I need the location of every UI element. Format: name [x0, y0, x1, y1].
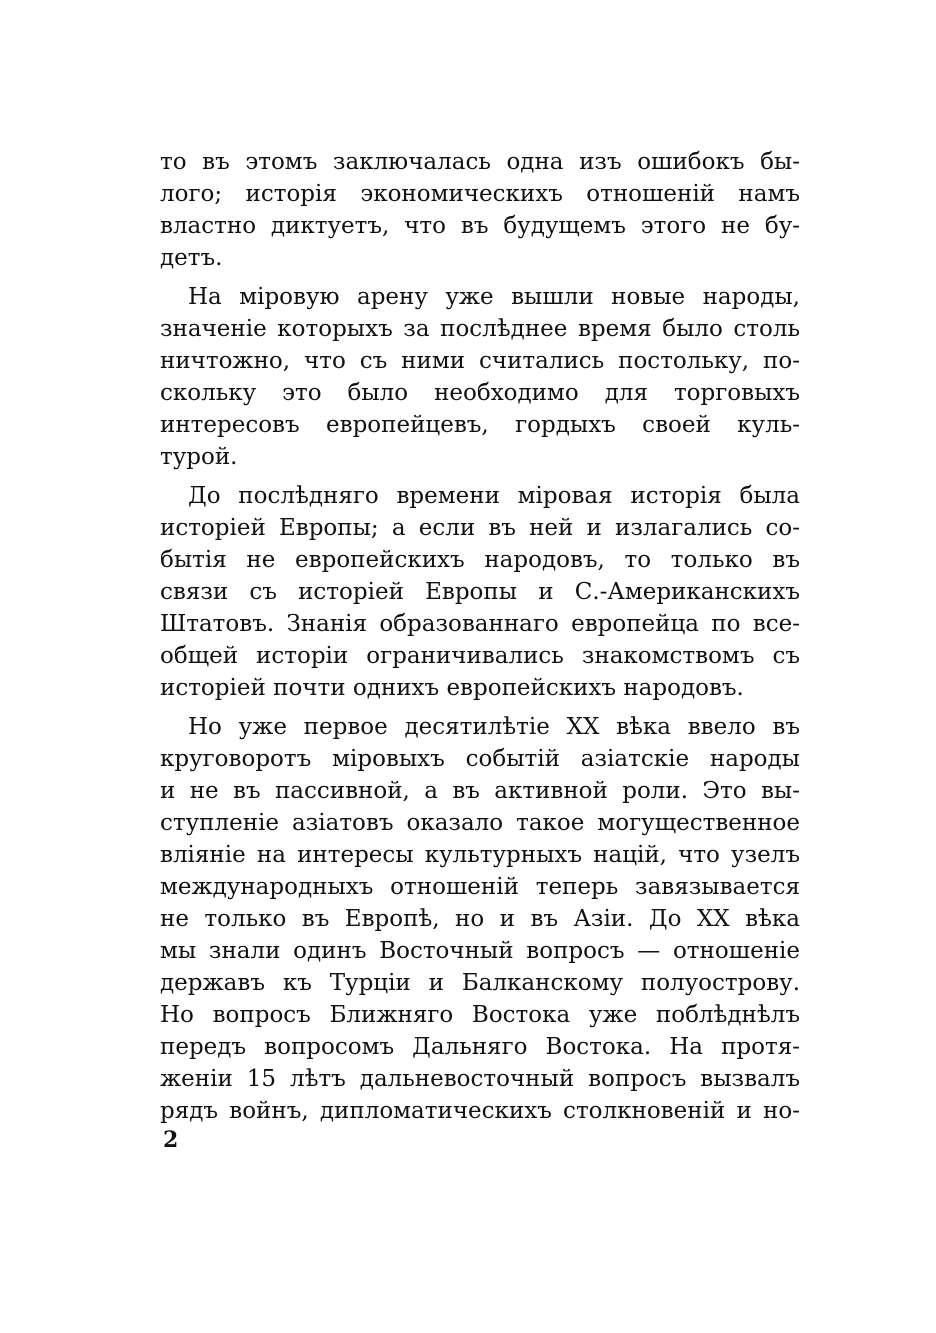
text-line: и не въ пассивной, а въ активной роли. Это вы-	[160, 778, 800, 804]
text-line: ступленіе азіатовъ оказало такое могущественное	[160, 810, 800, 836]
paragraph	[160, 480, 800, 704]
text-line: турой.	[160, 444, 238, 470]
paragraph	[160, 281, 800, 473]
paragraph	[160, 711, 800, 1127]
text-line: скольку это было необходимо для торговыхъ	[160, 380, 800, 406]
text-line: то въ этомъ заключалась одна изъ ошибокъ бы-	[160, 149, 800, 175]
text-line: До послѣдняго времени міровая исторія была	[188, 483, 800, 509]
text-line: не только въ Европѣ, но и въ Азіи. До XX вѣка	[160, 906, 800, 932]
text-line: исторіей почти однихъ европейскихъ народовъ.	[160, 675, 744, 701]
text-line: Штатовъ. Знанія образованнаго европейца по все-	[160, 611, 800, 637]
page-number: 2	[163, 1127, 179, 1153]
text-line: связи съ исторіей Европы и С.-Американскихъ	[160, 579, 800, 605]
text-line: женіи 15 лѣтъ дальневосточный вопросъ вызвалъ	[160, 1066, 800, 1092]
text-line: Но уже первое десятилѣтіе XX вѣка ввело въ	[188, 714, 800, 740]
text-line: бытія не европейскихъ народовъ, то только въ	[160, 547, 800, 573]
text-line: общей исторіи ограничивались знакомствомъ съ	[160, 643, 800, 669]
text-line: рядъ войнъ, дипломатическихъ столкновеній и но-	[160, 1098, 800, 1124]
paragraph	[160, 146, 800, 274]
text-line: ничтожно, что съ ними считались постольку, по-	[160, 348, 800, 374]
text-line: передъ вопросомъ Дальняго Востока. На протя-	[160, 1034, 800, 1060]
text-line: На міровую арену уже вышли новые народы,	[188, 284, 800, 310]
text-line: державъ къ Турціи и Балканскому полуострову.	[160, 970, 800, 996]
page-body-text	[160, 146, 800, 1127]
text-line: международныхъ отношеній теперь завязывается	[160, 874, 800, 900]
text-line: исторіей Европы; а если въ ней и излагались со-	[160, 515, 800, 541]
text-line: круговоротъ міровыхъ событій азіатскіе народы	[160, 746, 800, 772]
text-line: интересовъ европейцевъ, гордыхъ своей куль-	[160, 412, 800, 438]
text-line: детъ.	[160, 245, 223, 271]
text-line: властно диктуетъ, что въ будущемъ этого не бу-	[160, 213, 800, 239]
text-line: значеніе которыхъ за послѣднее время было столь	[160, 316, 800, 342]
text-line: мы знали одинъ Восточный вопросъ — отношеніе	[160, 938, 800, 964]
text-line: лого; исторія экономическихъ отношеній намъ	[160, 181, 800, 207]
text-line: Но вопросъ Ближняго Востока уже поблѣднѣлъ	[160, 1002, 800, 1028]
text-line: вліяніе на интересы культурныхъ націй, что узелъ	[160, 842, 800, 868]
